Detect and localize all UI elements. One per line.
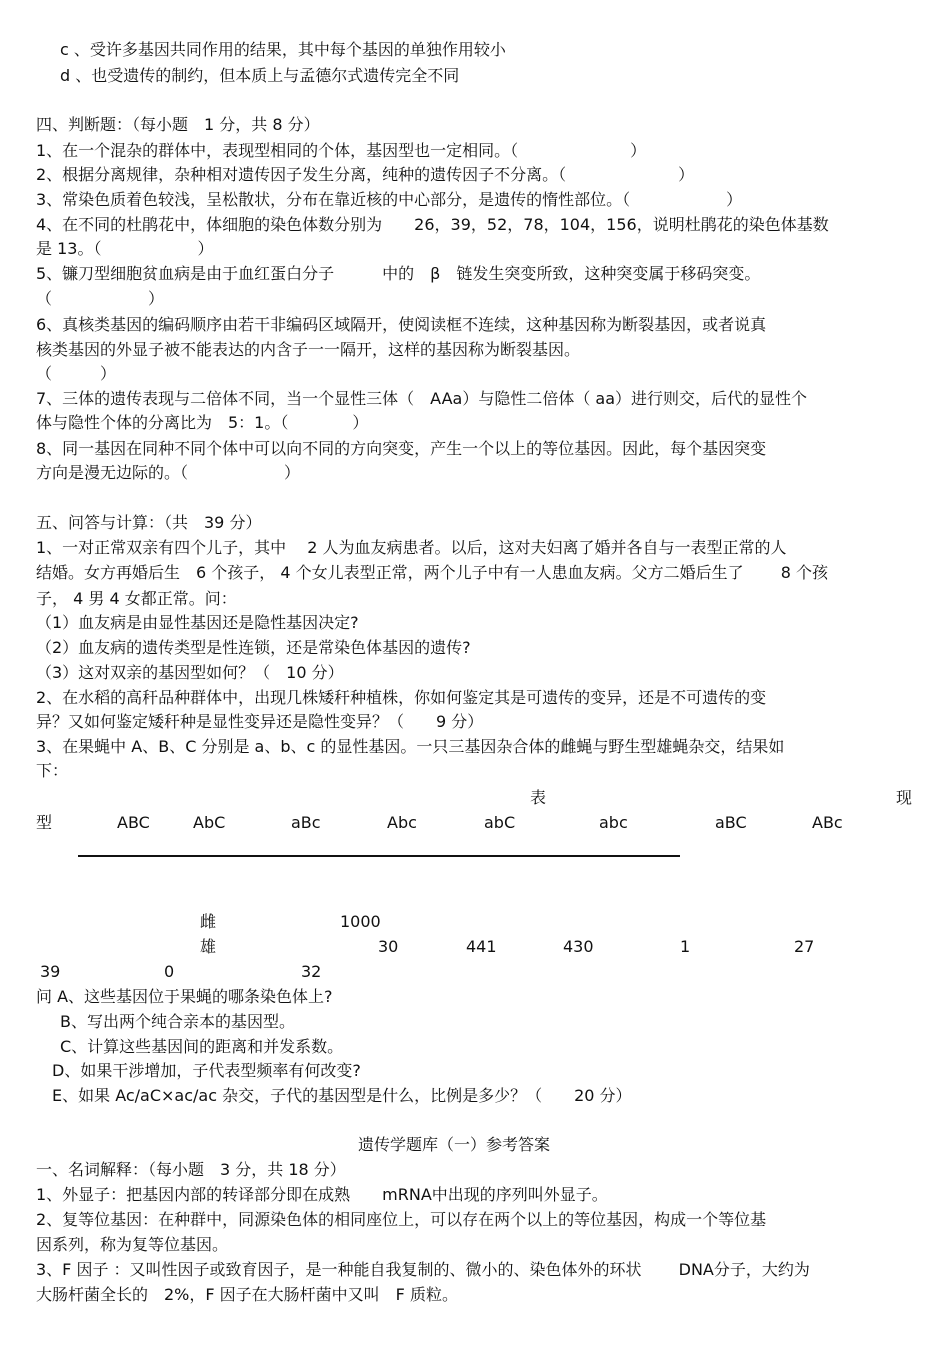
question-line: 3、在果蝇中 A、B、C 分别是 a、b、c 的显性基因。一只三基因杂合体的雌蝇与野生型雄蝇杂交，结果如 bbox=[36, 737, 785, 756]
female-label: 雌 bbox=[200, 912, 217, 931]
phenotype-cell: aBc bbox=[291, 813, 321, 832]
question-line: 6、真核类基因的编码顺序由若干非编码区域隔开，使阅读框不连续，这种基因称为断裂基因，或者说真 bbox=[36, 315, 767, 334]
option-d: d 、也受遗传的制约，但本质上与孟德尔式遗传完全不同 bbox=[60, 66, 460, 85]
phenotype-cell: abC bbox=[484, 813, 516, 832]
question-line: D、如果干涉增加，子代表型频率有何改变? bbox=[52, 1061, 361, 1080]
section-heading: 四、判断题：（每小题 1 分，共 8 分） bbox=[36, 115, 320, 134]
phenotype-cell: aBC bbox=[715, 813, 747, 832]
question-line: 4、在不同的杜鹃花中，体细胞的染色体数分别为 26，39，52，78，104，156，说明杜鹃花的染色体基数 bbox=[36, 215, 829, 234]
question-line: 下： bbox=[36, 761, 69, 780]
question-line: （2）血友病的遗传类型是性连锁，还是常染色体基因的遗传? bbox=[36, 638, 471, 657]
question-line: 5、镰刀型细胞贫血病是由于血红蛋白分子 中的 β 链发生突变所致，这种突变属于移码突变。 bbox=[36, 264, 761, 283]
table-row-label: 型 bbox=[36, 813, 53, 832]
male-value: 32 bbox=[301, 962, 322, 981]
male-label: 雄 bbox=[200, 937, 217, 956]
section-heading: 一、名词解释：（每小题 3 分，共 18 分） bbox=[36, 1160, 346, 1179]
question-line: 子， 4 男 4 女都正常。问： bbox=[36, 589, 237, 608]
question-line: 核类基因的外显子被不能表达的内含子一一隔开，这样的基因称为断裂基因。 bbox=[36, 340, 581, 359]
answer-title: 遗传学题库（一）参考答案 bbox=[358, 1135, 551, 1154]
question-line: 2、根据分离规律，杂种相对遗传因子发生分离，纯种的遗传因子不分离。（ ） bbox=[36, 165, 695, 184]
answer-line: 大肠杆菌全长的 2%，F 因子在大肠杆菌中又叫 F 质粒。 bbox=[36, 1285, 458, 1304]
answer-line: 3、F 因子 ：又叫性因子或致育因子，是一种能自我复制的、微小的、染色体外的环状 DNA分子，大约为 bbox=[36, 1260, 810, 1279]
table-header-left: 表 bbox=[530, 788, 547, 807]
table-header-right: 现 bbox=[896, 788, 913, 807]
male-value: 39 bbox=[40, 962, 61, 981]
male-value: 441 bbox=[466, 937, 497, 956]
answer-line: 2、复等位基因：在种群中，同源染色体的相同座位上，可以存在两个以上的等位基因，构成一个等位基 bbox=[36, 1210, 767, 1229]
male-value: 30 bbox=[378, 937, 399, 956]
table-rule bbox=[78, 855, 680, 857]
male-value: 1 bbox=[680, 937, 691, 956]
question-line: C、计算这些基因间的距离和并发系数。 bbox=[60, 1037, 344, 1056]
phenotype-cell: abc bbox=[599, 813, 628, 832]
male-value: 430 bbox=[563, 937, 594, 956]
female-value: 1000 bbox=[340, 912, 381, 931]
phenotype-cell: AbC bbox=[193, 813, 226, 832]
question-line: E、如果 Ac/aC×ac/ac 杂交，子代的基因型是什么，比例是多少？（ 20 分） bbox=[52, 1086, 632, 1105]
question-line: 方向是漫无边际的。（ ） bbox=[36, 463, 301, 482]
question-line: （1）血友病是由显性基因还是隐性基因决定? bbox=[36, 613, 359, 632]
section-heading: 五、问答与计算：（共 39 分） bbox=[36, 513, 262, 532]
male-value: 0 bbox=[164, 962, 175, 981]
question-line: 是 13。（ ） bbox=[36, 239, 214, 258]
phenotype-cell: ABc bbox=[812, 813, 843, 832]
question-line: 8、同一基因在同种不同个体中可以向不同的方向突变，产生一个以上的等位基因。因此，每个基因突变 bbox=[36, 439, 767, 458]
question-line: 2、在水稻的高秆品种群体中，出现几株矮秆种植株，你如何鉴定其是可遗传的变异，还是不可遗传的变 bbox=[36, 688, 767, 707]
male-value: 27 bbox=[794, 937, 815, 956]
phenotype-cell: Abc bbox=[387, 813, 417, 832]
phenotype-cell: ABC bbox=[117, 813, 150, 832]
question-line: 体与隐性个体的分离比为 5：1。（ ） bbox=[36, 413, 369, 432]
answer-line: 因系列，称为复等位基因。 bbox=[36, 1235, 229, 1254]
question-line: 1、在一个混杂的群体中，表现型相同的个体，基因型也一定相同。（ ） bbox=[36, 141, 647, 160]
question-line: 问 A、这些基因位于果蝇的哪条染色体上? bbox=[36, 987, 333, 1006]
question-line: 7、三体的遗传表现与二倍体不同，当一个显性三体（ AAa）与隐性二倍体（ aa）进行则交，后代的显性个 bbox=[36, 389, 808, 408]
answer-line: 1、外显子：把基因内部的转译部分即在成熟 mRNA中出现的序列叫外显子。 bbox=[36, 1185, 608, 1204]
question-line: （3）这对双亲的基因型如何？（ 10 分） bbox=[36, 663, 344, 682]
question-line: 异？又如何鉴定矮秆种是显性变异还是隐性变异？（ 9 分） bbox=[36, 712, 484, 731]
option-c: c 、受许多基因共同作用的结果，其中每个基因的单独作用较小 bbox=[60, 40, 506, 59]
question-line: 1、一对正常双亲有四个儿子，其中 2 人为血友病患者。以后，这对夫妇离了婚并各自与一表型正常的人 bbox=[36, 538, 787, 557]
question-line: 结婚。女方再婚后生 6 个孩子， 4 个女儿表型正常，两个儿子中有一人患血友病。父方二婚后生了 8 个孩 bbox=[36, 563, 828, 582]
question-line: （ ） bbox=[36, 364, 117, 383]
question-line: B、写出两个纯合亲本的基因型。 bbox=[60, 1012, 295, 1031]
question-line: （ ） bbox=[36, 289, 165, 308]
question-line: 3、常染色质着色较浅，呈松散状，分布在靠近核的中心部分，是遗传的惰性部位。（ ） bbox=[36, 190, 743, 209]
